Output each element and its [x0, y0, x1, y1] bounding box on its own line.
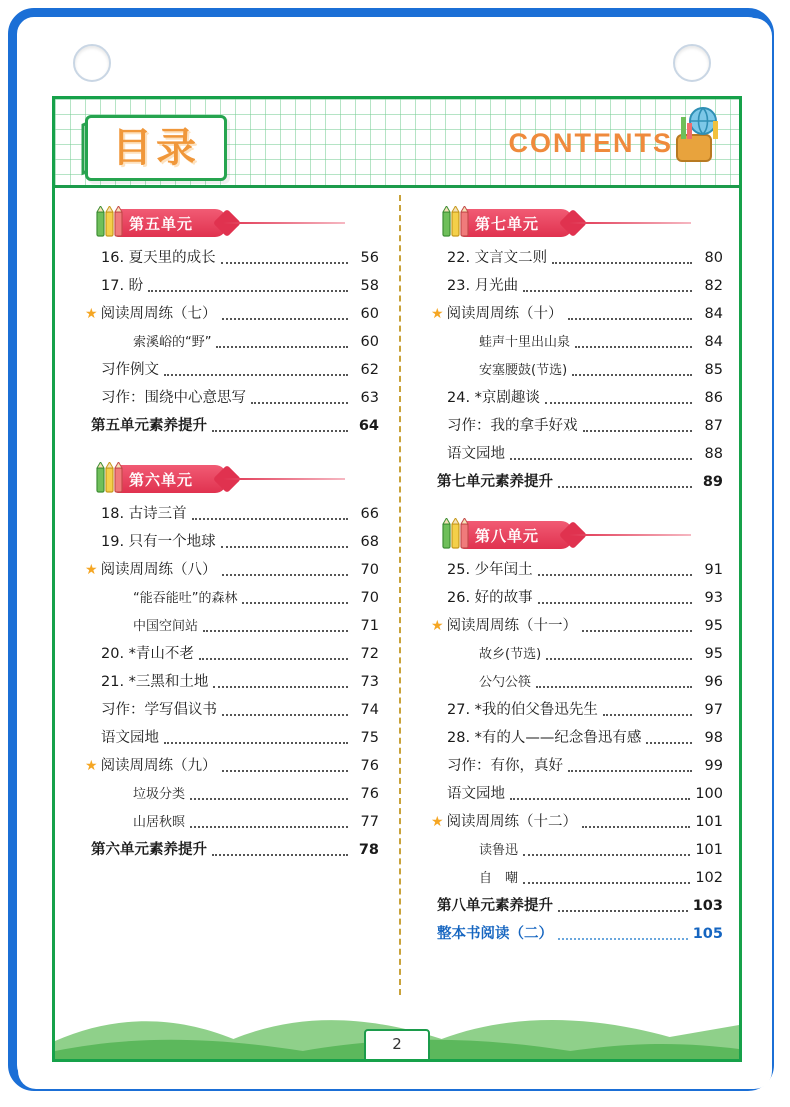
toc-entry-page: 86 — [704, 390, 723, 406]
toc-entry[interactable] — [423, 361, 723, 380]
toc-entry[interactable] — [423, 305, 723, 324]
toc-entry-label: 公勺公筷 — [479, 675, 532, 690]
toc-entry-label: 23. 月光曲 — [447, 278, 519, 294]
page-title: 目录 — [112, 125, 200, 171]
unit-title: 第六单元 — [129, 471, 194, 489]
unit-heading — [93, 465, 345, 493]
star-icon: ★ — [85, 562, 98, 578]
toc-entry-label: 索溪峪的“野” — [133, 335, 212, 350]
unit-heading — [93, 209, 345, 237]
star-icon: ★ — [431, 814, 444, 830]
toc-entry-label: 22. 文言文二则 — [447, 250, 548, 266]
toc-entry-page: 60 — [360, 334, 379, 350]
toc-entry[interactable] — [423, 333, 723, 352]
toc-dot-leader — [203, 630, 348, 632]
toc-entry-page: 82 — [704, 278, 723, 294]
toc-entry-label: 语文园地 — [447, 446, 505, 462]
toc-entry-label: 阅读周周练（九） — [100, 758, 217, 774]
toc-entry-page: 96 — [704, 674, 723, 690]
unit-title: 第七单元 — [475, 215, 540, 233]
toc-entry-page: 84 — [704, 334, 723, 350]
toc-dot-leader — [212, 854, 348, 856]
toc-entry-page: 101 — [695, 814, 723, 830]
section-spacer — [77, 445, 379, 455]
toc-dot-leader — [583, 430, 693, 432]
toc-entry-label: 垃圾分类 — [133, 787, 186, 802]
toc-entry-page: 66 — [360, 506, 379, 522]
toc-entry-page: 75 — [360, 730, 379, 746]
toc-dot-leader — [575, 346, 692, 348]
toc-entry-page: 56 — [360, 250, 379, 266]
toc-entry-label: 第七单元素养提升 — [437, 474, 553, 490]
toc-entry-page: 97 — [704, 702, 723, 718]
toc-entry[interactable] — [423, 841, 723, 860]
toc-entry[interactable] — [77, 757, 379, 776]
toc-entry-page: 64 — [358, 418, 379, 434]
toc-entry-page: 70 — [360, 590, 379, 606]
toc-dot-leader — [538, 602, 692, 604]
toc-dot-leader — [523, 882, 690, 884]
toc-entry-label: 整本书阅读（二） — [437, 926, 553, 942]
toc-entry-label: 习作例文 — [101, 362, 159, 378]
pencils-icon — [93, 462, 127, 494]
toc-entry[interactable] — [423, 389, 723, 408]
toc-dot-leader — [546, 658, 692, 660]
toc-entry[interactable] — [423, 897, 723, 916]
star-icon: ★ — [85, 758, 98, 774]
unit-heading — [439, 521, 691, 549]
toc-dot-leader — [582, 630, 692, 632]
toc-entry-label: 阅读周周练（七） — [100, 306, 217, 322]
toc-entry-label: 19. 只有一个地球 — [101, 534, 216, 550]
toc-entry-page: 63 — [360, 390, 379, 406]
toc-dot-leader — [572, 374, 692, 376]
contents-header — [55, 99, 739, 188]
unit-heading — [439, 209, 691, 237]
toc-entry-page: 58 — [360, 278, 379, 294]
unit-rule — [223, 222, 345, 224]
toc-entry-label: 阅读周周练（十二） — [446, 814, 578, 830]
toc-dot-leader — [568, 318, 692, 320]
toc-entry-page: 84 — [704, 306, 723, 322]
toc-entry-label: 阅读周周练（十） — [446, 306, 563, 322]
toc-dot-leader — [646, 742, 692, 744]
toc-entry[interactable] — [423, 645, 723, 664]
toc-dot-leader — [242, 602, 348, 604]
toc-entry[interactable] — [423, 417, 723, 436]
toc-entry-page: 95 — [704, 618, 723, 634]
toc-entry[interactable] — [77, 305, 379, 324]
toc-entry[interactable] — [77, 505, 379, 524]
toc-entry-label: 第八单元素养提升 — [437, 898, 553, 914]
toc-dot-leader — [510, 798, 690, 800]
contents-title-en: CONTENTS — [508, 128, 673, 158]
toc-entry-label: 蛙声十里出山泉 — [479, 335, 571, 350]
toc-entry[interactable] — [423, 813, 723, 832]
toc-entry[interactable] — [77, 617, 379, 636]
toc-entry-label: 故乡(节选) — [479, 647, 542, 662]
toc-entry[interactable] — [77, 561, 379, 580]
toc-entry-page: 103 — [692, 898, 723, 914]
toc-entry-page: 98 — [704, 730, 723, 746]
toc-entry-label: “能吞能吐”的森林 — [133, 591, 238, 606]
toc-dot-leader — [552, 262, 692, 264]
toc-entry[interactable] — [423, 617, 723, 636]
toc-entry[interactable] — [77, 645, 379, 664]
toc-dot-leader — [222, 574, 348, 576]
punch-hole-left — [73, 44, 111, 82]
toc-dot-leader — [212, 430, 348, 432]
toc-entry[interactable] — [423, 757, 723, 776]
toc-entry[interactable] — [423, 561, 723, 580]
toc-entry[interactable] — [423, 249, 723, 268]
toc-dot-leader — [538, 574, 692, 576]
toc-entry-label: 20. *青山不老 — [101, 646, 194, 662]
toc-entry-page: 102 — [695, 870, 723, 886]
toc-entry[interactable] — [77, 813, 379, 832]
toc-entry-page: 91 — [704, 562, 723, 578]
toc-entry-page: 80 — [704, 250, 723, 266]
toc-entry-page: 101 — [695, 842, 723, 858]
toc-dot-leader — [192, 518, 348, 520]
contents-title-box — [85, 115, 227, 181]
toc-dot-leader — [190, 798, 348, 800]
toc-entry[interactable] — [423, 473, 723, 492]
toc-dot-leader — [568, 770, 692, 772]
toc-dot-leader — [523, 854, 690, 856]
toc-dot-leader — [545, 402, 692, 404]
toc-entry-page: 60 — [360, 306, 379, 322]
toc-entry-label: 语文园地 — [447, 786, 505, 802]
toc-entry[interactable] — [423, 589, 723, 608]
toc-entry-page: 62 — [360, 362, 379, 378]
toc-dot-leader — [148, 290, 348, 292]
toc-entry-page: 68 — [360, 534, 379, 550]
toc-entry[interactable] — [77, 841, 379, 860]
toc-dot-leader — [536, 686, 692, 688]
star-icon: ★ — [85, 306, 98, 322]
toc-entry[interactable] — [423, 445, 723, 464]
toc-entry-label: 阅读周周练（八） — [100, 562, 217, 578]
toc-entry[interactable] — [423, 673, 723, 692]
toc-dot-leader — [221, 262, 348, 264]
toc-entry-page: 70 — [360, 562, 379, 578]
toc-dot-leader — [558, 486, 692, 488]
toc-dot-leader — [222, 318, 348, 320]
toc-entry[interactable] — [77, 389, 379, 408]
unit-rule — [569, 534, 691, 536]
toc-entry-page: 77 — [360, 814, 379, 830]
toc-entry[interactable] — [77, 533, 379, 552]
toc-entry-label: 习作：有你，真好 — [447, 758, 563, 774]
toc-dot-leader — [222, 714, 348, 716]
toc-dot-leader — [190, 826, 348, 828]
toc-entry-page: 100 — [695, 786, 723, 802]
toc-dot-leader — [164, 374, 348, 376]
toc-entry-page: 105 — [692, 926, 723, 942]
toc-entry-label: 山居秋暝 — [133, 815, 186, 830]
unit-title: 第五单元 — [129, 215, 194, 233]
section-spacer — [423, 501, 723, 511]
toc-entry-label: 17. 盼 — [101, 278, 144, 294]
toc-entry-label: 习作：围绕中心意思写 — [101, 390, 246, 406]
toc-entry-label: 语文园地 — [101, 730, 159, 746]
toc-dot-leader — [222, 770, 348, 772]
toc-entry-label: 第六单元素养提升 — [91, 842, 207, 858]
toc-entry-page: 76 — [360, 786, 379, 802]
toc-dot-leader — [582, 826, 690, 828]
toc-entry-page: 76 — [360, 758, 379, 774]
toc-entry[interactable] — [423, 785, 723, 804]
toc-entry[interactable] — [423, 729, 723, 748]
toc-entry-label: 26. 好的故事 — [447, 590, 533, 606]
toc-dot-leader — [603, 714, 692, 716]
toc-entry-label: 18. 古诗三首 — [101, 506, 187, 522]
star-icon: ★ — [431, 618, 444, 634]
contents-left-column — [55, 191, 397, 991]
toc-entry-page: 89 — [702, 474, 723, 490]
toc-entry-label: 习作：学写倡议书 — [101, 702, 217, 718]
toc-entry-page: 87 — [704, 418, 723, 434]
toc-entry-label: 读鲁迅 — [479, 843, 519, 858]
toc-entry[interactable] — [77, 673, 379, 692]
toc-entry[interactable] — [77, 589, 379, 608]
unit-title: 第八单元 — [475, 527, 540, 545]
toc-entry-label: 21. *三黑和土地 — [101, 674, 209, 690]
pencils-icon — [439, 518, 473, 550]
toc-entry-label: 中国空间站 — [133, 619, 199, 634]
toc-dot-leader — [251, 402, 348, 404]
toc-dot-leader — [213, 686, 348, 688]
unit-rule — [569, 222, 691, 224]
toc-entry[interactable] — [77, 701, 379, 720]
star-icon: ★ — [431, 306, 444, 322]
toc-entry[interactable] — [77, 249, 379, 268]
toc-entry[interactable] — [77, 417, 379, 436]
toc-entry-page: 88 — [704, 446, 723, 462]
toc-entry-label: 28. *有的人——纪念鲁迅有感 — [447, 730, 642, 746]
toc-dot-leader — [221, 546, 348, 548]
toc-entry[interactable] — [77, 361, 379, 380]
toc-dot-leader — [510, 458, 692, 460]
toc-entry[interactable] — [423, 701, 723, 720]
toc-dot-leader — [558, 938, 688, 940]
contents-panel — [52, 96, 742, 1062]
pencils-icon — [439, 206, 473, 238]
toc-entry-label: 安塞腰鼓(节选) — [479, 363, 568, 378]
toc-entry[interactable] — [423, 277, 723, 296]
pencils-icon — [93, 206, 127, 238]
toc-entry[interactable] — [77, 785, 379, 804]
toc-entry-page: 95 — [704, 646, 723, 662]
toc-entry-page: 93 — [704, 590, 723, 606]
toc-entry-page: 73 — [360, 674, 379, 690]
unit-rule — [223, 478, 345, 480]
toc-entry-page: 78 — [358, 842, 379, 858]
toc-entry-page: 74 — [360, 702, 379, 718]
toc-entry[interactable] — [77, 729, 379, 748]
toc-entry-label: 阅读周周练（十一） — [446, 618, 578, 634]
globe-pencil-cup-icon — [669, 105, 725, 167]
toc-entry[interactable] — [77, 333, 379, 352]
contents-right-column — [397, 191, 739, 991]
toc-entry-label: 自 嘲 — [479, 871, 519, 886]
toc-entry-label: 16. 夏天里的成长 — [101, 250, 216, 266]
toc-entry-page: 99 — [704, 758, 723, 774]
toc-dot-leader — [199, 658, 348, 660]
toc-entry-label: 第五单元素养提升 — [91, 418, 207, 434]
toc-dot-leader — [558, 910, 688, 912]
toc-entry[interactable] — [423, 869, 723, 888]
toc-entry-label: 25. 少年闰土 — [447, 562, 533, 578]
toc-entry-label: 习作：我的拿手好戏 — [447, 418, 578, 434]
punch-hole-right — [673, 44, 711, 82]
toc-entry[interactable] — [77, 277, 379, 296]
contents-columns — [55, 191, 739, 991]
toc-dot-leader — [523, 290, 692, 292]
toc-dot-leader — [216, 346, 348, 348]
toc-entry-label: 27. *我的伯父鲁迅先生 — [447, 702, 598, 718]
toc-entry-page: 85 — [704, 362, 723, 378]
toc-entry-page: 72 — [360, 646, 379, 662]
toc-entry[interactable] — [423, 925, 723, 944]
page-number: 2 — [364, 1029, 430, 1062]
toc-dot-leader — [164, 742, 348, 744]
toc-entry-label: 24. *京剧趣谈 — [447, 390, 540, 406]
toc-entry-page: 71 — [360, 618, 379, 634]
